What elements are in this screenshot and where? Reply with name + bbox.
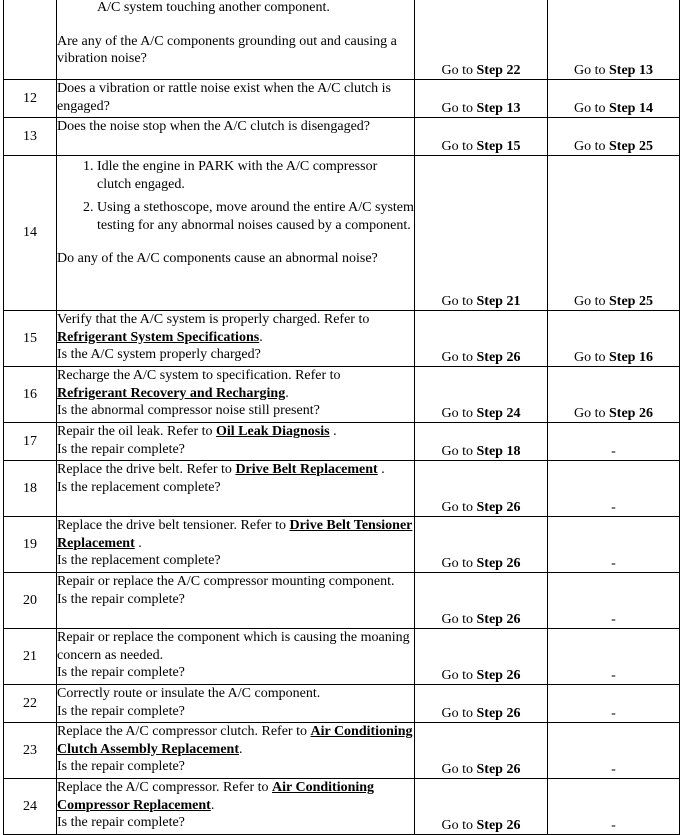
step-number: 13 (4, 118, 57, 156)
step-description: Repair the oil leak. Refer to Oil Leak Diagnosis . Is the repair complete? (57, 423, 415, 461)
step-reference[interactable]: Step 14 (609, 100, 653, 116)
no-action: Go to Step 16 (548, 311, 680, 367)
reference-link[interactable]: Air Conditioning Clutch Assembly Replacement (57, 724, 413, 757)
list-item: A/C system touching another component. (97, 0, 330, 15)
yes-action: Go to Step 18 (415, 423, 548, 461)
step-number: 14 (4, 156, 57, 311)
step-reference[interactable]: Step 16 (609, 349, 653, 365)
step-number: 23 (4, 723, 57, 779)
yes-action: Go to Step 15 (415, 118, 548, 156)
step-reference[interactable]: Step 13 (609, 62, 653, 78)
step-reference[interactable]: Step 21 (476, 293, 521, 309)
yes-action: Go to Step 26 (415, 779, 548, 835)
reference-link[interactable]: Oil Leak Diagnosis (216, 424, 330, 439)
yes-action: Go to Step 24 (415, 367, 548, 423)
step-description: Repair or replace the component which is causing the moaning concern as needed. Is the repair complete? (57, 629, 415, 685)
yes-action: Go to Step 26 (415, 685, 548, 723)
yes-action: Go to Step 21 (415, 156, 548, 311)
no-action: - (548, 629, 680, 685)
table-row (4, 629, 680, 685)
table-row (4, 685, 680, 723)
no-action: - (548, 517, 680, 573)
step-question: Are any of the A/C components grounding out and causing a vibration noise? (57, 33, 397, 66)
step-question: Is the repair complete? (57, 759, 185, 774)
step-question: Is the replacement complete? (57, 553, 221, 568)
step-reference[interactable]: Step 22 (476, 62, 521, 78)
table-row (4, 118, 680, 156)
table-row (4, 367, 680, 423)
step-number: 22 (4, 685, 57, 723)
step-reference[interactable]: Step 26 (476, 667, 521, 683)
step-description: Replace the drive belt. Refer to Drive Belt Replacement . Is the replacement complete? (57, 461, 415, 517)
step-question: Is the repair complete? (57, 815, 185, 830)
step-reference[interactable]: Step 26 (476, 499, 521, 515)
step-description: Replace the A/C compressor. Refer to Air Conditioning Compressor Replacement. Is the repair complete? (57, 779, 415, 835)
no-action: Go to Step 26 (548, 367, 680, 423)
yes-action: Go to Step 26 (415, 573, 548, 629)
step-question: Do any of the A/C components cause an abnormal noise? (57, 251, 378, 266)
step-number: 21 (4, 629, 57, 685)
no-action: Go to Step 13 (548, 0, 680, 80)
step-description: Correctly route or insulate the A/C component. Is the repair complete? (57, 685, 415, 723)
step-number: 17 (4, 423, 57, 461)
step-reference[interactable]: Step 18 (476, 443, 521, 459)
table-row (4, 156, 680, 311)
step-description: Repair or replace the A/C compressor mounting component. Is the repair complete? (57, 573, 415, 629)
no-action: - (548, 573, 680, 629)
reference-link[interactable]: Refrigerant Recovery and Recharging (57, 385, 286, 401)
step-reference[interactable]: Step 13 (476, 100, 521, 116)
instruction-list (57, 158, 414, 234)
no-action: Go to Step 25 (548, 156, 680, 311)
step-question: Does a vibration or rattle noise exist when the A/C clutch is engaged? (57, 80, 415, 118)
step-reference[interactable]: Step 25 (609, 138, 653, 154)
step-reference[interactable]: Step 26 (476, 817, 521, 833)
step-description: Recharge the A/C system to specification. Refer to Refrigerant Recovery and Recharging. Is the abnormal compressor noise still present? (57, 367, 415, 423)
step-number: 15 (4, 311, 57, 367)
step-description: Replace the A/C compressor clutch. Refer to Air Conditioning Clutch Assembly Replacement. Is the repair complete? (57, 723, 415, 779)
step-question: Is the abnormal compressor noise still present? (57, 403, 320, 418)
step-reference[interactable]: Step 15 (476, 138, 521, 154)
step-reference[interactable]: Step 26 (476, 705, 521, 721)
step-number: 20 (4, 573, 57, 629)
no-action: - (548, 461, 680, 517)
yes-action: Go to Step 26 (415, 517, 548, 573)
table-row (4, 423, 680, 461)
step-question: Is the repair complete? (57, 703, 185, 719)
step-reference[interactable]: Step 25 (609, 293, 653, 309)
step-question: Is the repair complete? (57, 591, 185, 607)
step-number: 18 (4, 461, 57, 517)
reference-link[interactable]: Refrigerant System Specifications (57, 329, 260, 345)
diagnostic-table (3, 0, 680, 835)
step-number: 16 (4, 367, 57, 423)
no-action: Go to Step 25 (548, 118, 680, 156)
table-row (4, 461, 680, 517)
yes-action: Go to Step 26 (415, 629, 548, 685)
step-reference[interactable]: Step 26 (476, 555, 521, 571)
yes-action: Go to Step 26 (415, 723, 548, 779)
list-item: 2. Using a stethoscope, move around the entire A/C system testing for any abnormal noises caused by a component. (97, 199, 414, 234)
list-item: 1. Idle the engine in PARK with the A/C compressor clutch engaged. (97, 158, 414, 193)
step-question: Is the repair complete? (57, 441, 185, 457)
table-row (4, 80, 680, 118)
step-description (57, 156, 415, 311)
step-question: Is the repair complete? (57, 665, 185, 680)
step-question: Is the A/C system properly charged? (57, 347, 261, 362)
no-action: Go to Step 14 (548, 80, 680, 118)
step-number: 12 (4, 80, 57, 118)
step-reference[interactable]: Step 26 (476, 349, 521, 365)
yes-action: Go to Step 26 (415, 311, 548, 367)
step-question: Is the replacement complete? (57, 479, 221, 495)
yes-action: Go to Step 26 (415, 461, 548, 517)
reference-link[interactable]: Drive Belt Replacement (235, 462, 378, 477)
step-reference[interactable]: Step 26 (476, 611, 521, 627)
no-action: - (548, 779, 680, 835)
table-row (4, 723, 680, 779)
no-action: - (548, 723, 680, 779)
table-row (4, 311, 680, 367)
step-description: Verify that the A/C system is properly charged. Refer to Refrigerant System Specifications. Is the A/C system properly charged? (57, 311, 415, 367)
step-number: 19 (4, 517, 57, 573)
table-row (4, 517, 680, 573)
step-reference[interactable]: Step 26 (609, 405, 653, 421)
step-number: 24 (4, 779, 57, 835)
step-reference[interactable]: Step 24 (476, 405, 521, 421)
yes-action: Go to Step 13 (415, 80, 548, 118)
step-description (57, 0, 415, 80)
step-reference[interactable]: Step 26 (476, 761, 521, 777)
no-action: - (548, 685, 680, 723)
yes-action: Go to Step 22 (415, 0, 548, 80)
step-description: Replace the drive belt tensioner. Refer to Drive Belt Tensioner Replacement . Is the replacement complete? (57, 517, 415, 573)
table-row (4, 0, 680, 80)
table-row (4, 779, 680, 835)
step-number (4, 0, 57, 80)
reference-link[interactable]: Air Conditioning Compressor Replacement (57, 780, 375, 813)
reference-link[interactable]: Drive Belt Tensioner Replacement (57, 518, 413, 551)
step-question: Does the noise stop when the A/C clutch is disengaged? (57, 118, 415, 156)
table-row (4, 573, 680, 629)
no-action: - (548, 423, 680, 461)
